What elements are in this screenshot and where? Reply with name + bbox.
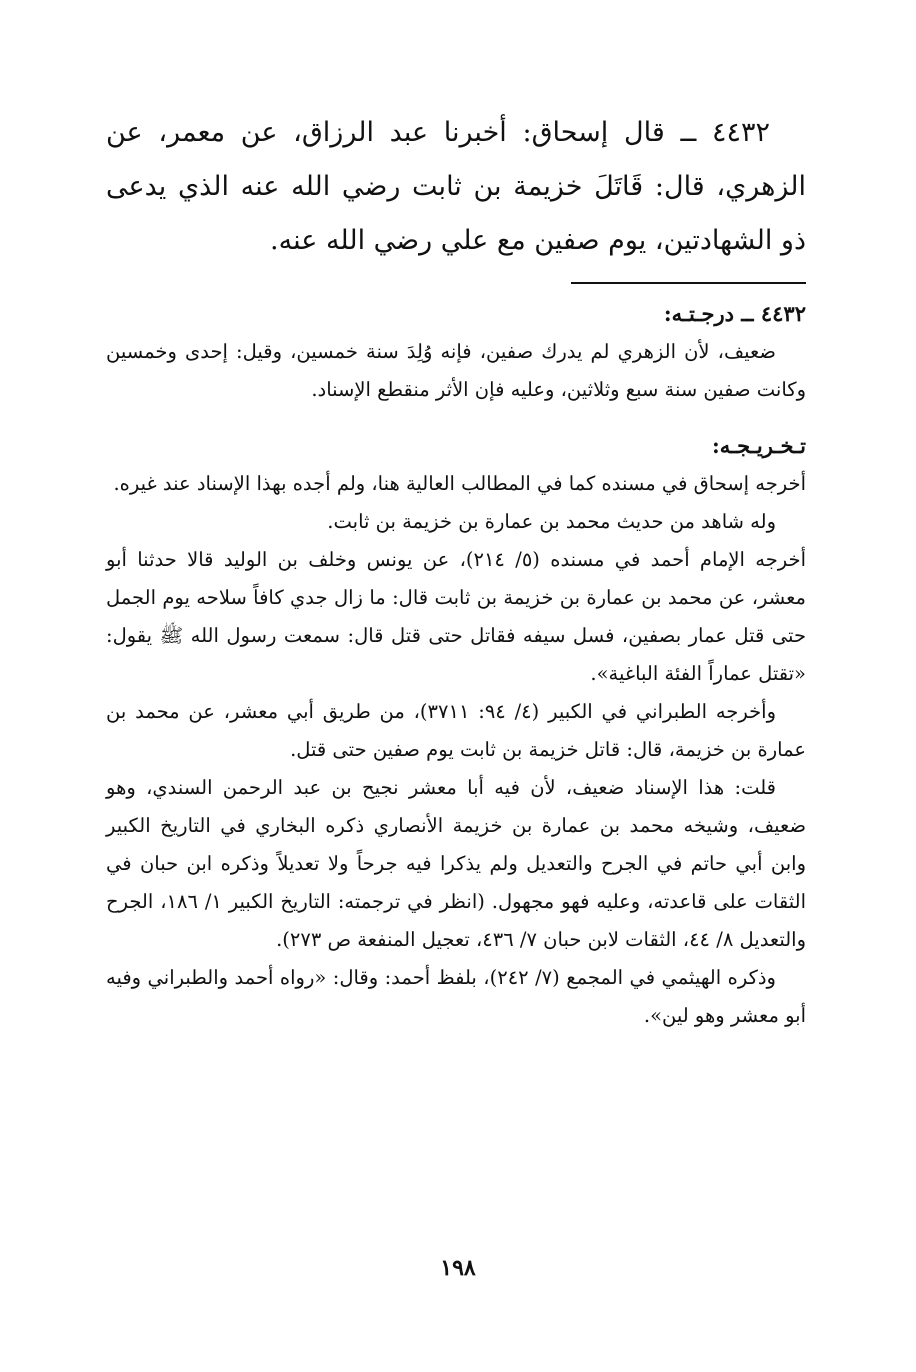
takhrij-paragraph: وأخرجه الطبراني في الكبير (٤/ ٩٤: ٣٧١١)، من طريق أبي معشر، عن محمد بن عمارة بن خزيمة، قال: قاتل خزيمة بن ثابت يوم صفين حتى قتل. — [106, 700, 806, 761]
section-gap — [106, 409, 806, 427]
takhrij-paragraph: وذكره الهيثمي في المجمع (٧/ ٢٤٢)، بلفظ أحمد: وقال: «رواه أحمد والطبراني وفيه أبو معشر وهو لين». — [106, 966, 806, 1027]
takhrij-paragraph: وله شاهد من حديث محمد بن عمارة بن خزيمة بن ثابت. — [327, 510, 776, 533]
hadith-paragraph: ٤٤٣٢ ــ قال إسحاق: أخبرنا عبد الرزاق، عن معمر، عن الزهري، قال: قَاتَلَ خزيمة بن ثابت رضي الله عنه الذي يدعى ذو الشهادتين، يوم صفين مع علي رضي الله عنه. — [106, 117, 806, 256]
grade-paragraph: ضعيف، لأن الزهري لم يدرك صفين، فإنه وُلِدَ سنة خمسين، وقيل: إحدى وخمسين وكانت صفين سنة سبع وثلاثين، وعليه فإن الأثر منقطع الإسناد. — [106, 340, 806, 401]
grade-heading: ٤٤٣٢ ــ درجـتـه: — [663, 301, 806, 326]
page-number: ١٩٨ — [440, 1255, 476, 1281]
takhrij-paragraph: قلت: هذا الإسناد ضعيف، لأن فيه أبا معشر نجيح بن عبد الرحمن السندي، وهو ضعيف، وشيخه محمد بن عمارة بن خزيمة الأنصاري ذكره البخاري في التاريخ الكبير وابن أبي حاتم في الجرح والتعديل ولم يذكرا فيه جرحاً ولا تعديلاً وذكره ابن حبان في الثقات على قاعدته، وعليه فهو مجهول. (انظر في ترجمته: التاريخ الكبير ١/ ١٨٦، الجرح والتعديل ٨/ ٤٤، الثقات لابن حبان ٧/ ٤٣٦، تعجيل المنفعة ص ٢٧٣). — [106, 776, 806, 951]
takhrij-paragraph: أخرجه إسحاق في مسنده كما في المطالب العالية هنا، ولم أجده بهذا الإسناد عند غيره. — [113, 472, 806, 495]
hadith-text-block — [106, 106, 806, 268]
takhrij-heading: تـخـريـجـه: — [711, 433, 806, 458]
footnote-divider — [571, 282, 806, 284]
takhrij-paragraph: أخرجه الإمام أحمد في مسنده (٥/ ٢١٤)، عن يونس وخلف بن الوليد قالا حدثنا أبو معشر، عن محمد بن عمارة بن خزيمة بن ثابت قال: ما زال جدي كافاً سلاحه يوم الجمل حتى قتل عمار بصفين، فسل سيفه فقاتل حتى قتل قال: سمعت رسول الله ﷺ يقول: «تقتل عماراً الفئة الباغية». — [106, 548, 806, 685]
notes-block — [106, 295, 806, 1035]
